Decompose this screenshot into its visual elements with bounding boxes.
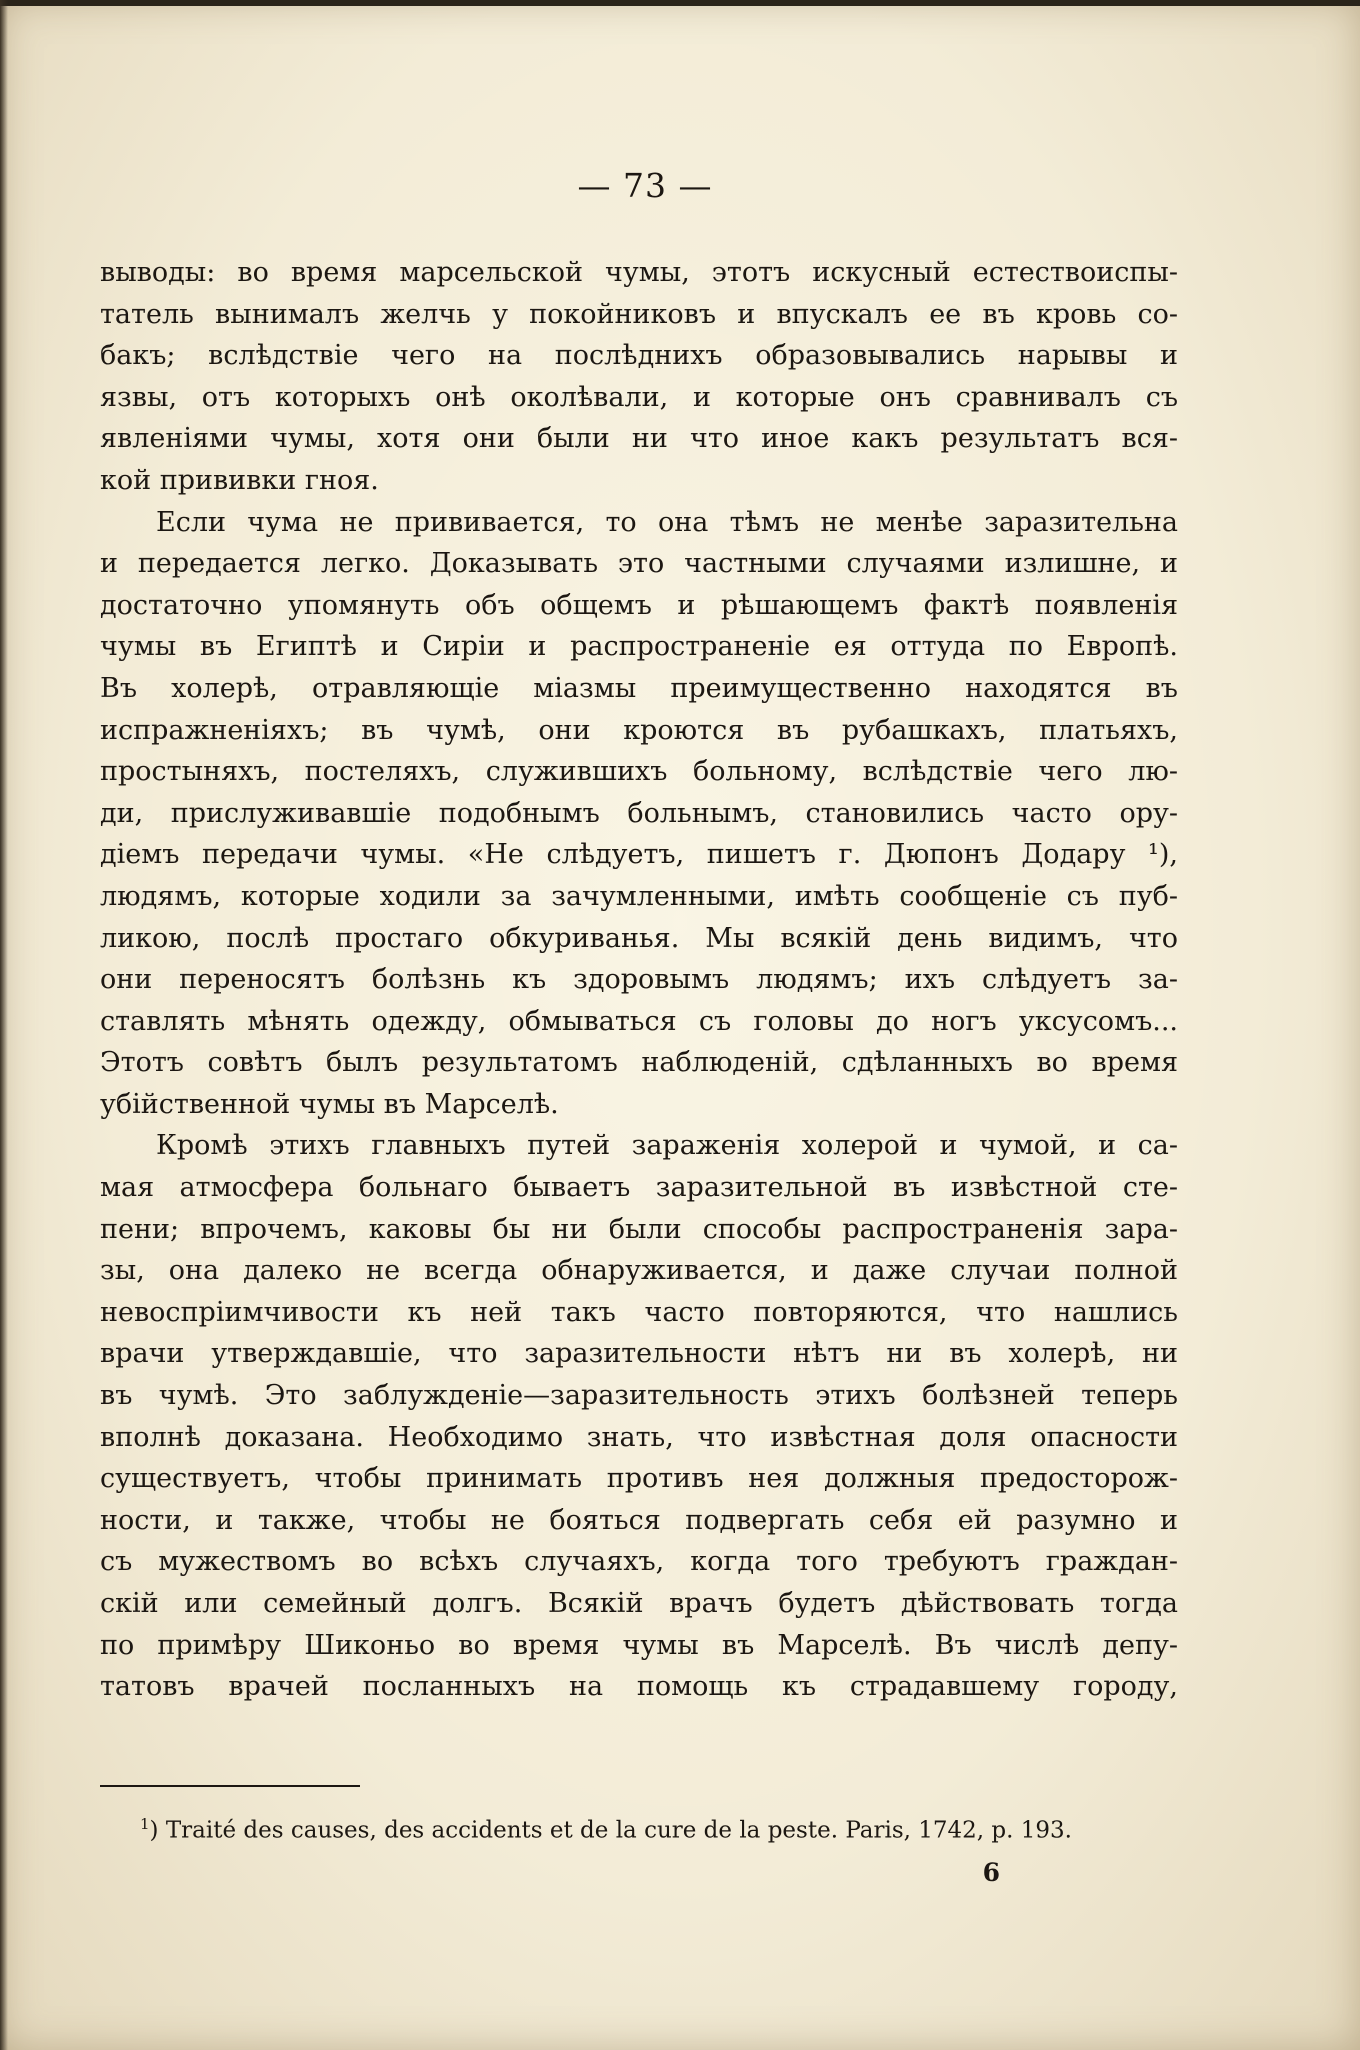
text-line: невоспріимчивости къ ней такъ часто повторяются, что нашлись [100,1296,1178,1328]
text-line: скій или семейный долгъ. Всякій врачъ будетъ дѣйствовать тогда [100,1588,1178,1619]
text-line: врачи утверждавшіе, что заразительности нѣтъ ни въ холерѣ, ни [100,1338,1178,1370]
text-line: чумы въ Египтѣ и Сиріи и распространеніе ея оттуда по Европѣ. [100,631,1178,663]
footnote-text: ) Traité des causes, des accidents et de la cure de la peste. Paris, 1742, p. 193. [149,1817,1072,1844]
text-line: Если чума не прививается, то она тѣмъ не менѣе заразительна [156,506,1178,538]
text-line: существуетъ, чтобы принимать противъ нея должныя предосторож- [100,1463,1178,1495]
text-line: зы, она далеко не всегда обнаруживается, и даже случаи полной [100,1255,1178,1287]
text-line: ставлять мѣнять одежду, обмываться съ головы до ногъ уксусомъ... [100,1005,1178,1037]
text-line: бакъ; вслѣдствіе чего на послѣднихъ образовывались нарывы и [100,340,1178,372]
text-line: явленіями чумы, хотя они были ни что иное какъ результатъ вся- [100,423,1178,455]
text-line: они переносятъ болѣзнь къ здоровымъ людямъ; ихъ слѣдуетъ за- [100,964,1178,996]
text-line: Кромѣ этихъ главныхъ путей зараженія холерой и чумой, и са- [156,1130,1178,1162]
text-line: съ мужествомъ во всѣхъ случаяхъ, когда того требуютъ граждан- [100,1546,1178,1578]
text-line: вполнѣ доказана. Необходимо знать, что извѣстная доля опасности [100,1421,1178,1453]
page-number: — 73 — [577,166,713,205]
footnote-marker: 1 [140,1815,150,1833]
text-line: людямъ, которые ходили за зачумленными, имѣть сообщеніе съ пуб- [100,880,1178,912]
text-line: выводы: во время марсельской чумы, этотъ искусный естествоиспы- [100,257,1178,288]
page-top-edge [0,0,1360,6]
text-line: ности, и также, чтобы не бояться подвергать себя ей разумно и [100,1504,1178,1536]
text-line: въ чумѣ. Это заблужденіе—заразительность этихъ болѣзней теперь [100,1380,1178,1412]
text-line: мая атмосфера больнаго бываетъ заразительной въ извѣстной сте- [100,1172,1178,1204]
text-line: Въ холерѣ, отравляющіе міазмы преимущественно находятся въ [100,672,1178,704]
text-line: достаточно упомянуть объ общемъ и рѣшающемъ фактѣ появленія [100,589,1178,621]
page-left-edge [0,0,8,2050]
text-line: пени; впрочемъ, каковы бы ни были способы распространенія зара- [100,1213,1178,1245]
text-line: испражненіяхъ; въ чумѣ, они кроются въ рубашкахъ, платьяхъ, [100,714,1178,746]
text-line: простыняхъ, постеляхъ, служившихъ больному, вслѣдствіе чего лю- [100,756,1178,788]
footnote-rule [100,1785,360,1787]
text-line: діемъ передачи чумы. «Не слѣдуетъ, пишетъ г. Дюпонъ Додару ¹), [100,839,1178,871]
text-line: татель вынималъ желчь у покойниковъ и впускалъ ее въ кровь со- [100,298,1178,330]
text-line: и передается легко. Доказывать это частными случаями излишне, и [100,548,1178,580]
text-line: кой прививки гноя. [100,464,379,496]
text-line: язвы, отъ которыхъ онѣ околѣвали, и которые онъ сравнивалъ съ [100,381,1178,413]
text-line: убійственной чумы въ Марселѣ. [100,1088,559,1120]
signature-mark: 6 [982,1858,1000,1887]
text-line: ди, прислуживавшіе подобнымъ больнымъ, становились часто ору- [100,797,1178,829]
text-line: татовъ врачей посланныхъ на помощь къ страдавшему городу, [100,1671,1178,1703]
text-line: ликою, послѣ простаго обкуриванья. Мы всякій день видимъ, что [100,922,1178,954]
footnote [140,1815,1180,1844]
text-line: по примѣру Шиконьо во время чумы въ Марселѣ. Въ числѣ депу- [100,1629,1178,1661]
body-text [100,252,1178,1708]
text-line: Этотъ совѣтъ былъ результатомъ наблюденій, сдѣланныхъ во время [100,1047,1178,1079]
